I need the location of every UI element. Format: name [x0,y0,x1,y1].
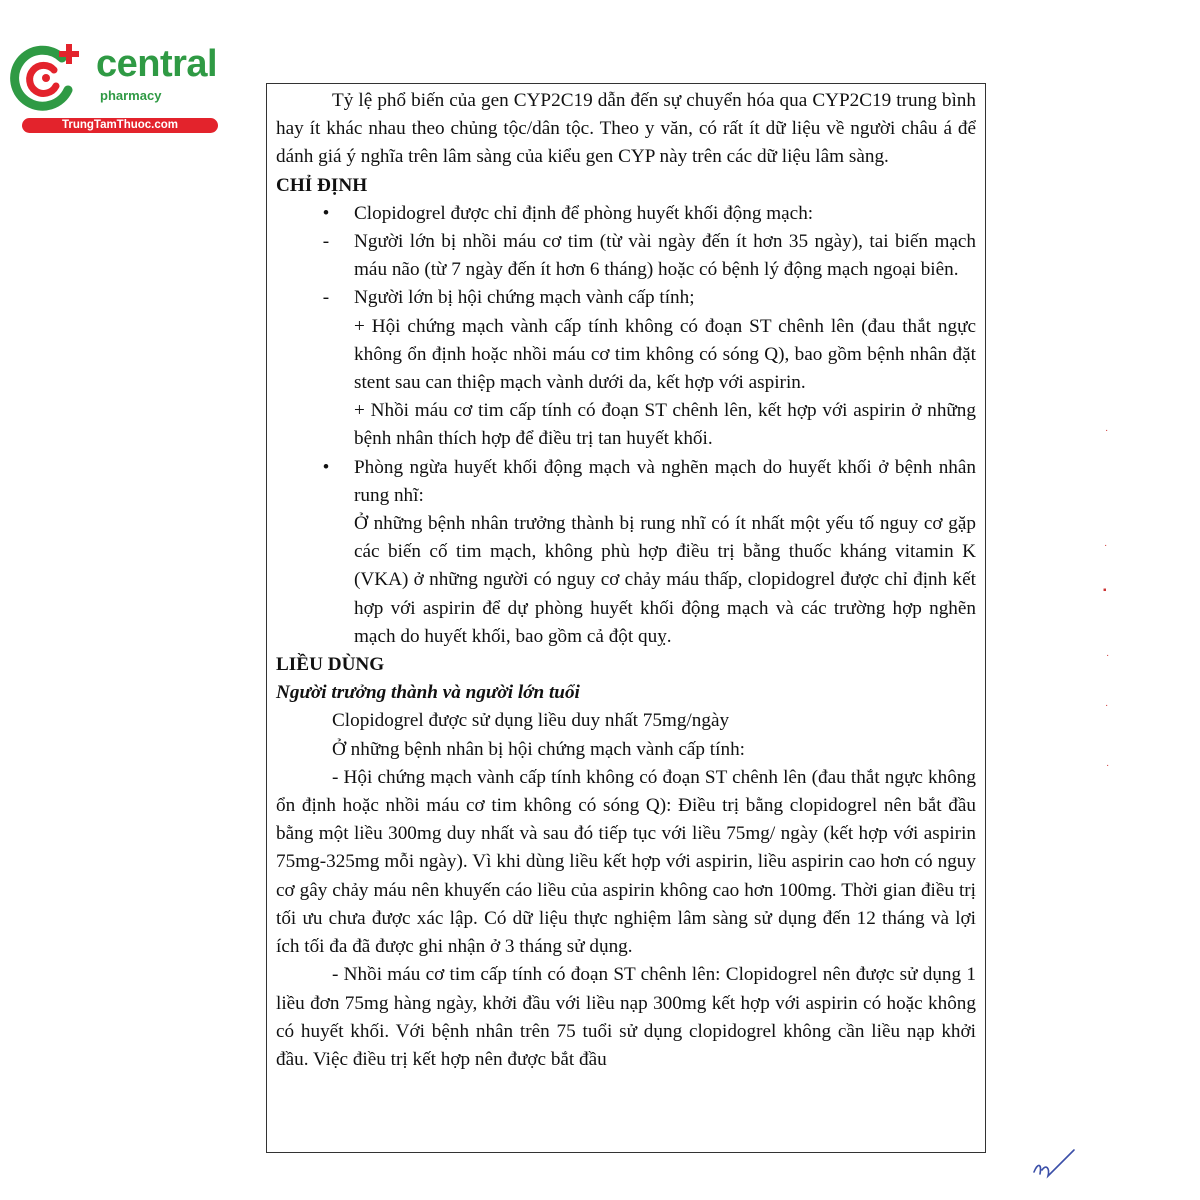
margin-mark: · [1106,760,1110,771]
list-item-text: Người lớn bị hội chứng mạch vành cấp tính; [354,287,695,309]
document-body [276,87,976,1074]
sub-item: + Nhồi máu cơ tim cấp tính có đoạn ST chênh lên, kết hợp với aspirin ở những bệnh nhân thích hợp để điều trị tan huyết khối. [354,400,976,450]
dosage-line: Clopidogrel được sử dụng liều duy nhất 75mg/ngày [332,710,730,732]
logo-subtitle: pharmacy [100,88,162,103]
list-item-text: Người lớn bị nhồi máu cơ tim (từ vài ngày đến ít hơn 35 ngày), tai biến mạch máu não (từ 7 ngày đến ít hơn 6 tháng) hoặc có bệnh lý động mạch ngoại biên. [354,231,976,281]
list-item [276,228,976,284]
dash-marker: - [322,287,330,309]
dosage-paragraph: - Nhồi máu cơ tim cấp tính có đoạn ST chênh lên: Clopidogrel nên được sử dụng 1 liều đơn 75mg hàng ngày, khởi đầu với liều nạp 300mg kết hợp với aspirin có hoặc không có huyết khối. Với bệnh nhân trên 75 tuổi sử dụng clopidogrel không cần liều nạp khởi đầu. Việc điều trị kết hợp nên được bắt đầu [276,964,976,1070]
dosage-paragraph: - Hội chứng mạch vành cấp tính không có đoạn ST chênh lên (đau thắt ngực không ổn định hoặc nhồi máu cơ tim không có sóng Q): Điều trị bằng clopidogrel nên bắt đầu bằng một liều 300mg duy nhất và sau đó tiếp tục với liều 75mg/ ngày (kết hợp với aspirin 75mg-325mg mỗi ngày). Vì khi dùng liều kết hợp với aspirin, liều aspirin cao hơn có nguy cơ gây chảy máu nên khuyến cáo liều của aspirin không cao hơn 100mg. Thời gian điều trị tối ưu chưa được xác lập. Có dữ liệu thực nghiệm lâm sàng sử dụng đến 12 tháng và lợi ích tối đa đã được ghi nhận ở 3 tháng sử dụng. [276,766,976,958]
bullet-marker: • [322,456,330,478]
margin-mark: ▪ [1103,585,1107,596]
indication-heading: CHỈ ĐỊNH [276,174,368,196]
dosage-line: Ở những bệnh nhân bị hội chứng mạch vành cấp tính: [332,738,745,760]
margin-mark: · [1105,700,1109,711]
list-item-body: Ở những bệnh nhân trưởng thành bị rung nhĩ có ít nhất một yếu tố nguy cơ gặp các biến cố tim mạch, không phù hợp điều trị bằng thuốc kháng vitamin K (VKA) ở những người có nguy cơ chảy máu thấp, clopidogrel được chỉ định kết hợp với aspirin để dự phòng huyết khối động mạch và các trường hợp nghẽn mạch do huyết khối, bao gồm cả đột quỵ. [354,513,976,647]
logo-symbol-icon [10,40,90,112]
document-page [266,83,986,1153]
brand-logo[interactable] [10,36,218,136]
bullet-marker: • [322,202,330,224]
logo-url[interactable]: TrungTamThuoc.com [22,118,218,133]
intro-paragraph: Tỷ lệ phổ biến của gen CYP2C19 dẫn đến sự chuyển hóa qua CYP2C19 trung bình hay ít khác nhau theo chủng tộc/dân tộc. Theo y văn, có rất ít dữ liệu về người châu á để dánh giá ý nghĩa trên lâm sàng của kiểu gen CYP này trên các dữ liệu lâm sàng. [276,90,976,168]
margin-mark: · [1105,425,1109,436]
dosage-heading: LIỀU DÙNG [276,654,385,676]
list-item-text: Clopidogrel được chỉ định để phòng huyết khối động mạch: [354,202,814,224]
margin-mark: · [1106,650,1110,661]
dosage-subheading: Người trưởng thành và người lớn tuổi [276,682,580,704]
signature-icon [1028,1142,1078,1182]
list-item [276,284,976,312]
margin-mark: · [1104,540,1108,551]
list-item-text: Phòng ngừa huyết khối động mạch và nghẽn mạch do huyết khối ở bệnh nhân rung nhĩ: [354,456,976,506]
logo-name: central [96,43,218,85]
dash-marker: - [322,231,330,253]
list-item [276,454,976,510]
sub-item: + Hội chứng mạch vành cấp tính không có đoạn ST chênh lên (đau thắt ngực không ổn định hoặc nhồi máu cơ tim không có sóng Q), bao gồm bệnh nhân đặt stent sau can thiệp mạch vành dưới da, kết hợp với aspirin. [354,315,976,394]
list-item [276,200,976,228]
